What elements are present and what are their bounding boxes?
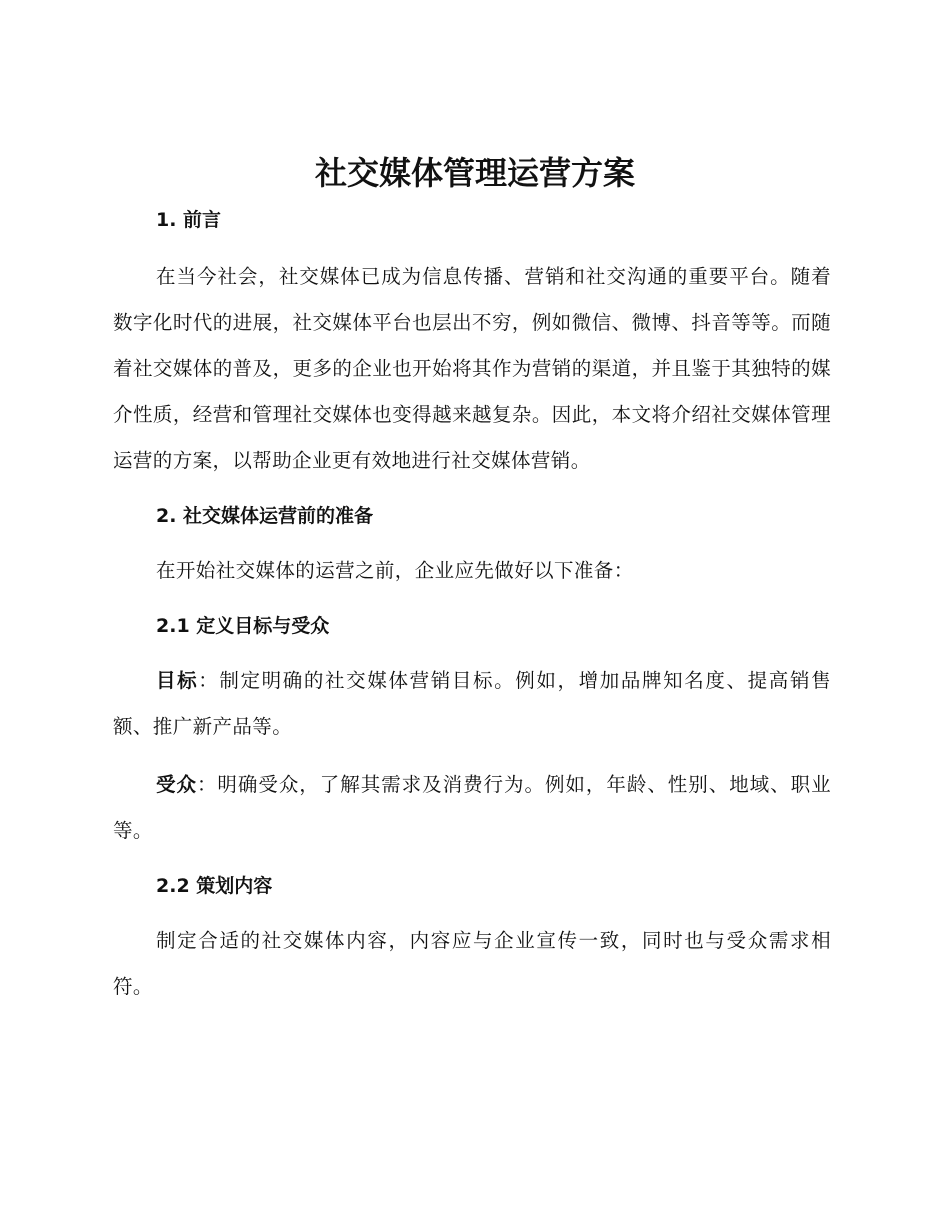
- section-heading-preparation: 2. 社交媒体运营前的准备: [156, 505, 374, 527]
- goal-text: ：制定明确的社交媒体营销目标。例如，增加品牌知名度、提高销售额、推广新产品等。: [113, 669, 831, 738]
- section-heading-preface: 1. 前言: [156, 209, 222, 231]
- goal-paragraph: [113, 658, 831, 750]
- preface-paragraph: 在当今社会，社交媒体已成为信息传播、营销和社交沟通的重要平台。随着数字化时代的进展，社交媒体平台也层出不穷，例如微信、微博、抖音等等。而随着社交媒体的普及，更多的企业也开始将其作为营销的渠道，并且鉴于其独特的媒介性质，经营和管理社交媒体也变得越来越复杂。因此，本文将介绍社交媒体管理运营的方案，以帮助企业更有效地进行社交媒体营销。: [113, 265, 831, 472]
- audience-text: ：明确受众，了解其需求及消费行为。例如，年龄、性别、地域、职业等。: [113, 773, 831, 842]
- document-title: 社交媒体管理运营方案: [314, 154, 635, 192]
- subsection-heading-content-planning: 2.2 策划内容: [156, 875, 273, 897]
- content-planning-paragraph: 制定合适的社交媒体内容，内容应与企业宣传一致，同时也与受众需求相符。: [113, 929, 831, 998]
- audience-term: 受众: [156, 773, 197, 796]
- subsection-heading-goals-audience: 2.1 定义目标与受众: [156, 615, 330, 637]
- goal-term: 目标: [156, 669, 199, 692]
- document-body: [113, 200, 831, 1010]
- preparation-intro-paragraph: 在开始社交媒体的运营之前，企业应先做好以下准备：: [156, 559, 634, 582]
- audience-paragraph: [113, 762, 831, 854]
